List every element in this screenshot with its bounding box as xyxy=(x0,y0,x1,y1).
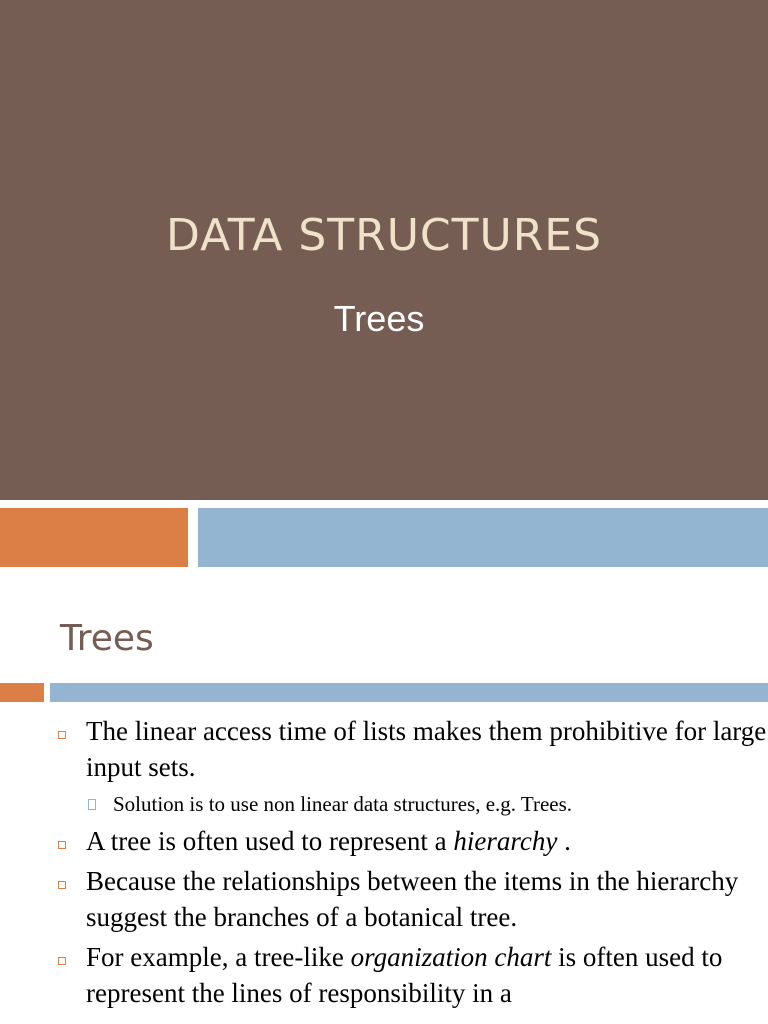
bullet-item xyxy=(0,713,768,785)
slide-title: Trees xyxy=(60,618,154,659)
sub-bullet-item xyxy=(0,789,768,819)
sub-bullet-icon xyxy=(88,799,96,810)
bullet-text-part: A tree is often used to represent a xyxy=(86,826,454,856)
accent-band-orange xyxy=(0,508,188,567)
bullet-text-part: is often used to represent the lines of responsibility in a xyxy=(86,942,723,1008)
bullet-text xyxy=(86,939,768,1011)
bullet-text: Because the relationships between the items in the hierarchy suggest the branches of a botanical tree. xyxy=(86,866,739,932)
square-bullet-icon xyxy=(58,841,66,849)
square-bullet-icon xyxy=(58,731,66,739)
bullet-text: The linear access time of lists makes them prohibitive for large input sets. xyxy=(86,716,767,782)
square-bullet-icon xyxy=(58,881,66,889)
sub-bullet-text: Solution is to use non linear data structures, e.g. Trees. xyxy=(113,792,573,816)
emphasis-term: organization chart xyxy=(350,942,552,972)
accent-band-blue xyxy=(198,508,768,567)
bullet-text-part: For example, a tree-like xyxy=(86,942,351,972)
presentation-subtitle: Trees xyxy=(333,298,425,339)
square-bullet-icon xyxy=(58,957,66,965)
emphasis-term: hierarchy xyxy=(453,826,558,856)
bullet-text-part: . xyxy=(557,826,571,856)
bullet-text xyxy=(86,823,768,859)
bullet-item xyxy=(0,823,768,859)
title-rule-orange xyxy=(0,683,44,702)
bullet-item xyxy=(0,863,768,935)
title-slide xyxy=(0,0,768,500)
title-rule-blue xyxy=(50,683,768,702)
presentation-title: DATA STRUCTURES xyxy=(165,210,603,261)
bullet-list xyxy=(0,713,768,1015)
bullet-item xyxy=(0,939,768,1011)
